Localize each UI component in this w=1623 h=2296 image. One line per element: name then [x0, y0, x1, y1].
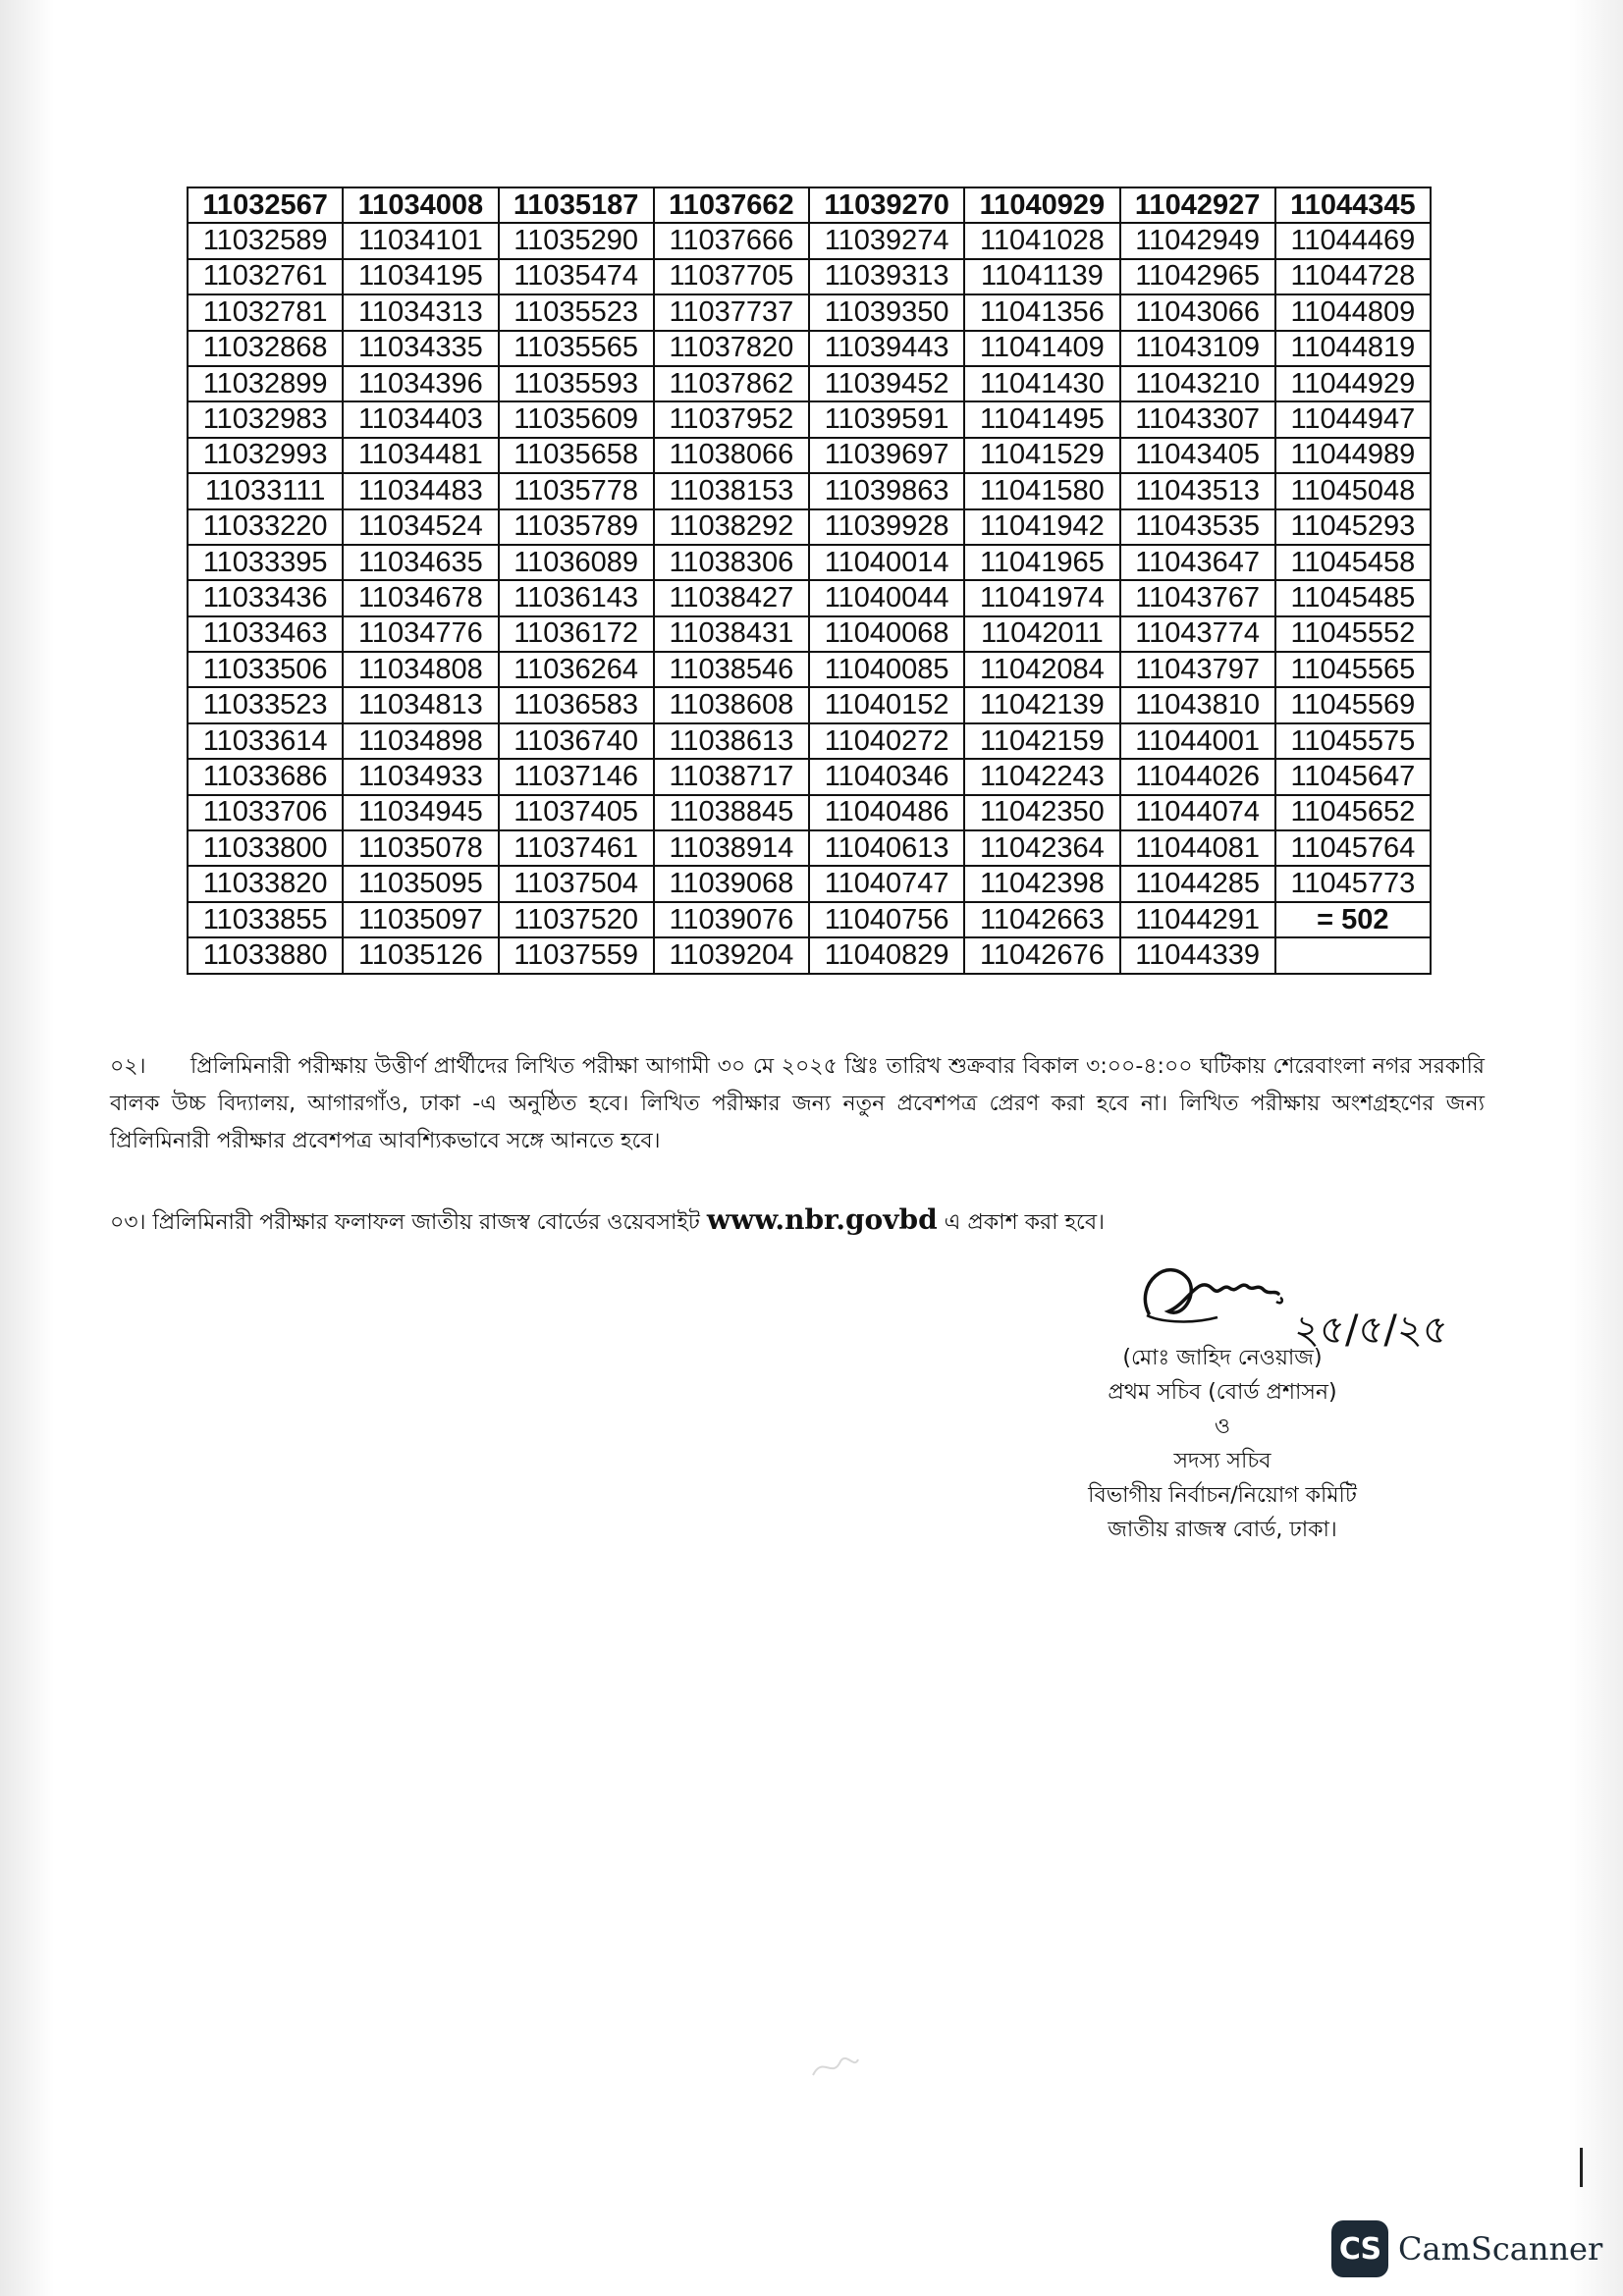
roll-number-cell: 11037662: [654, 187, 809, 223]
scan-edge-mark: [1580, 2148, 1583, 2187]
roll-number-cell: 11044339: [1120, 937, 1275, 973]
nbr-website-link[interactable]: www.nbr.govbd: [706, 1203, 938, 1236]
roll-number-cell: 11034678: [343, 580, 498, 615]
scan-left-shadow: [0, 0, 54, 2296]
roll-number-cell: 11036740: [499, 723, 654, 759]
roll-number-cell: 11035523: [499, 294, 654, 330]
notice-3-text: প্রিলিমিনারী পরীক্ষার ফলাফল জাতীয় রাজস্ব বোর্ডের ওয়েবসাইট: [152, 1210, 700, 1235]
roll-number-cell: 11035474: [499, 259, 654, 294]
roll-number-cell: 11041356: [964, 294, 1119, 330]
roll-number-cell: 11044809: [1275, 294, 1431, 330]
table-row: [188, 509, 1431, 545]
roll-number-cell: 11035658: [499, 438, 654, 473]
roll-number-cell: 11038546: [654, 652, 809, 687]
roll-number-cell: 11034933: [343, 759, 498, 794]
roll-number-cell: 11044728: [1275, 259, 1431, 294]
roll-number-cell: 11039350: [809, 294, 964, 330]
roll-number-cell: 11039863: [809, 473, 964, 508]
roll-number-cell: 11042949: [1120, 223, 1275, 258]
roll-number-cell: 11032868: [188, 331, 343, 366]
roll-number-cell: 11040152: [809, 687, 964, 722]
roll-number-cell: 11033614: [188, 723, 343, 759]
signatory-block: [1041, 1341, 1404, 1547]
empty-cell: [1275, 937, 1431, 973]
table-row: [188, 902, 1431, 937]
roll-number-cell: 11037146: [499, 759, 654, 794]
roll-number-cell: 11041495: [964, 401, 1119, 437]
roll-number-cell: 11037737: [654, 294, 809, 330]
roll-number-cell: 11044285: [1120, 866, 1275, 901]
roll-number-cell: 11041974: [964, 580, 1119, 615]
roll-number-cell: 11040044: [809, 580, 964, 615]
roll-number-cell: 11041942: [964, 509, 1119, 545]
roll-number-cell: 11043535: [1120, 509, 1275, 545]
roll-number-cell: 11045458: [1275, 545, 1431, 580]
table-row: [188, 616, 1431, 652]
roll-number-cell: 11038292: [654, 509, 809, 545]
notice-paragraph-2: [110, 1048, 1485, 1160]
roll-number-cell: 11034635: [343, 545, 498, 580]
roll-number-cell: 11045773: [1275, 866, 1431, 901]
roll-number-cell: 11045552: [1275, 616, 1431, 652]
roll-number-cell: 11038153: [654, 473, 809, 508]
roll-number-cell: 11042965: [1120, 259, 1275, 294]
roll-number-cell: 11040829: [809, 937, 964, 973]
roll-number-cell: 11043210: [1120, 366, 1275, 401]
roll-number-cell: 11039452: [809, 366, 964, 401]
roll-number-cell: 11033880: [188, 937, 343, 973]
roll-number-cell: 11043109: [1120, 331, 1275, 366]
roll-number-cell: 11042159: [964, 723, 1119, 759]
roll-number-cell: 11045647: [1275, 759, 1431, 794]
roll-number-cell: 11042139: [964, 687, 1119, 722]
roll-number-cell: 11032567: [188, 187, 343, 223]
roll-number-cell: 11038717: [654, 759, 809, 794]
table-row: [188, 294, 1431, 330]
table-header-row: [188, 187, 1431, 223]
roll-number-cell: 11038427: [654, 580, 809, 615]
roll-number-cell: 11040486: [809, 795, 964, 830]
roll-number-cell: 11044947: [1275, 401, 1431, 437]
roll-number-cell: 11044345: [1275, 187, 1431, 223]
roll-number-cell: 11037461: [499, 830, 654, 866]
roll-number-cell: 11032899: [188, 366, 343, 401]
roll-number-cell: 11043810: [1120, 687, 1275, 722]
roll-number-cell: 11039697: [809, 438, 964, 473]
table-row: [188, 366, 1431, 401]
roll-number-cell: 11041529: [964, 438, 1119, 473]
roll-number-cell: 11042663: [964, 902, 1119, 937]
roll-number-cell: 11034335: [343, 331, 498, 366]
roll-number-cell: 11043767: [1120, 580, 1275, 615]
roll-number-cell: 11041580: [964, 473, 1119, 508]
roll-number-cell: 11045764: [1275, 830, 1431, 866]
roll-number-cell: 11043513: [1120, 473, 1275, 508]
table-row: [188, 795, 1431, 830]
roll-number-cell: 11044469: [1275, 223, 1431, 258]
roll-number-cell: 11040929: [964, 187, 1119, 223]
signatory-office: জাতীয় রাজস্ব বোর্ড, ঢাকা।: [1108, 1518, 1337, 1542]
roll-number-cell: 11041028: [964, 223, 1119, 258]
roll-number-cell: 11045652: [1275, 795, 1431, 830]
roll-number-cell: 11038845: [654, 795, 809, 830]
roll-number-cell: 11037820: [654, 331, 809, 366]
roll-number-cell: 11038608: [654, 687, 809, 722]
roll-number-cell: 11035097: [343, 902, 498, 937]
roll-number-cell: 11033506: [188, 652, 343, 687]
signatory-title-1: প্রথম সচিব (বোর্ড প্রশাসন): [1108, 1380, 1337, 1405]
roll-number-cell: 11042243: [964, 759, 1119, 794]
roll-number-cell: 11040272: [809, 723, 964, 759]
roll-number-cell: 11038914: [654, 830, 809, 866]
roll-number-cell: 11044819: [1275, 331, 1431, 366]
roll-number-cell: 11042364: [964, 830, 1119, 866]
roll-number-cell: 11035565: [499, 331, 654, 366]
roll-number-cell: 11043797: [1120, 652, 1275, 687]
roll-number-cell: 11038066: [654, 438, 809, 473]
table-row: [188, 438, 1431, 473]
table-row: [188, 580, 1431, 615]
roll-number-cell: 11032761: [188, 259, 343, 294]
roll-number-cell: 11033855: [188, 902, 343, 937]
roll-number-cell: 11039443: [809, 331, 964, 366]
roll-number-cell: 11037862: [654, 366, 809, 401]
roll-number-cell: 11033523: [188, 687, 343, 722]
roll-number-cell: 11039068: [654, 866, 809, 901]
roll-number-cell: 11033395: [188, 545, 343, 580]
roll-number-cell: 11037952: [654, 401, 809, 437]
roll-number-cell: 11043647: [1120, 545, 1275, 580]
roll-number-cell: 11034813: [343, 687, 498, 722]
roll-number-cell: 11035778: [499, 473, 654, 508]
roll-number-cell: 11044291: [1120, 902, 1275, 937]
faint-scan-mark: [805, 2046, 864, 2085]
camscanner-logo-icon: CS: [1331, 2220, 1388, 2277]
roll-number-cell: 11043405: [1120, 438, 1275, 473]
roll-number-cell: 11045569: [1275, 687, 1431, 722]
roll-number-cell: 11033220: [188, 509, 343, 545]
roll-number-cell: 11036143: [499, 580, 654, 615]
roll-number-cell: 11035609: [499, 401, 654, 437]
signature-date: ২৫/৫/২৫: [1294, 1308, 1448, 1353]
roll-number-cell: 11034481: [343, 438, 498, 473]
roll-number-cell: 11040014: [809, 545, 964, 580]
roll-number-cell: 11039274: [809, 223, 964, 258]
roll-number-cell: 11039204: [654, 937, 809, 973]
roll-number-cell: 11042011: [964, 616, 1119, 652]
table-row: [188, 723, 1431, 759]
roll-number-cell: 11035095: [343, 866, 498, 901]
roll-number-cell: 11045485: [1275, 580, 1431, 615]
roll-number-cell: 11035126: [343, 937, 498, 973]
roll-number-cell: 11044989: [1275, 438, 1431, 473]
notice-3-text-end: এ প্রকাশ করা হবে।: [944, 1210, 1105, 1235]
table-row: [188, 687, 1431, 722]
roll-number-cell: 11042927: [1120, 187, 1275, 223]
roll-number-cell: 11034524: [343, 509, 498, 545]
roll-number-cell: 11045565: [1275, 652, 1431, 687]
roll-number-cell: 11044081: [1120, 830, 1275, 866]
roll-number-cell: 11039270: [809, 187, 964, 223]
roll-number-cell: 11041139: [964, 259, 1119, 294]
notice-paragraph-3: [110, 1201, 1485, 1242]
roll-number-cell: 11042084: [964, 652, 1119, 687]
table-row: [188, 223, 1431, 258]
roll-number-cell: 11035078: [343, 830, 498, 866]
roll-number-cell: 11041965: [964, 545, 1119, 580]
roll-number-cell: 11033111: [188, 473, 343, 508]
roll-number-cell: 11036172: [499, 616, 654, 652]
roll-number-cell: 11039928: [809, 509, 964, 545]
roll-number-cell: 11042350: [964, 795, 1119, 830]
roll-number-cell: 11041430: [964, 366, 1119, 401]
roll-number-cell: 11039313: [809, 259, 964, 294]
roll-number-cell: 11035593: [499, 366, 654, 401]
roll-number-cell: 11032993: [188, 438, 343, 473]
roll-number-cell: 11037520: [499, 902, 654, 937]
roll-number-cell: 11034195: [343, 259, 498, 294]
roll-number-cell: 11032983: [188, 401, 343, 437]
roll-number-cell: 11041409: [964, 331, 1119, 366]
roll-number-cell: 11038613: [654, 723, 809, 759]
roll-number-cell: 11036583: [499, 687, 654, 722]
roll-number-cell: 11034808: [343, 652, 498, 687]
scan-right-shadow: [1569, 0, 1623, 2296]
signatory-title-3: বিভাগীয় নির্বাচন/নিয়োগ কমিটি: [1088, 1483, 1357, 1508]
roll-number-cell: 11044001: [1120, 723, 1275, 759]
roll-number-cell: 11034101: [343, 223, 498, 258]
roll-number-cell: 11044026: [1120, 759, 1275, 794]
notice-2-text: প্রিলিমিনারী পরীক্ষায় উত্তীর্ণ প্রার্থীদের লিখিত পরীক্ষা আগামী ৩০ মে ২০২৫ খ্রিঃ তারিখ শুক্রবার বিকাল ৩:০০-৪:০০ ঘটিকায় শেরেবাংলা নগর সরকারি বালক উচ্চ বিদ্যালয়, আগারগাঁও, ঢাকা -এ অনুষ্ঠিত হবে। লিখিত পরীক্ষার জন্য নতুন প্রবেশপত্র প্রেরণ করা হবে না। লিখিত পরীক্ষায় অংশগ্রহণের জন্য প্রিলিমিনারী পরীক্ষার প্রবেশপত্র আবশ্যিকভাবে সঙ্গে আনতে হবে।: [110, 1054, 1485, 1153]
roll-number-cell: 11039591: [809, 401, 964, 437]
table-row: [188, 866, 1431, 901]
roll-number-cell: 11043066: [1120, 294, 1275, 330]
table-row: [188, 652, 1431, 687]
roll-number-cell: 11038431: [654, 616, 809, 652]
table-row: [188, 401, 1431, 437]
table-row: [188, 937, 1431, 973]
roll-number-cell: 11037705: [654, 259, 809, 294]
roll-number-cell: 11044074: [1120, 795, 1275, 830]
roll-number-cell: 11033436: [188, 580, 343, 615]
table-row: [188, 331, 1431, 366]
roll-number-cell: 11033820: [188, 866, 343, 901]
roll-number-cell: 11038306: [654, 545, 809, 580]
roll-number-cell: 11035789: [499, 509, 654, 545]
roll-number-cell: 11044929: [1275, 366, 1431, 401]
roll-number-cell: 11037666: [654, 223, 809, 258]
roll-number-cell: 11034483: [343, 473, 498, 508]
roll-number-cell: 11040068: [809, 616, 964, 652]
total-count-cell: = 502: [1275, 902, 1431, 937]
roll-number-cell: 11043307: [1120, 401, 1275, 437]
roll-number-cell: 11040346: [809, 759, 964, 794]
notice-3-number: ০৩।: [110, 1210, 146, 1235]
roll-number-cell: 11040756: [809, 902, 964, 937]
roll-number-table: [187, 187, 1432, 975]
roll-number-cell: 11045575: [1275, 723, 1431, 759]
roll-number-cell: 11042398: [964, 866, 1119, 901]
table-row: [188, 830, 1431, 866]
signatory-name: (মোঃ জাহিদ নেওয়াজ): [1122, 1346, 1323, 1370]
table-row: [188, 545, 1431, 580]
roll-number-cell: 11043774: [1120, 616, 1275, 652]
roll-number-cell: 11034945: [343, 795, 498, 830]
roll-number-cell: 11045293: [1275, 509, 1431, 545]
table-row: [188, 473, 1431, 508]
signatory-title-2: সদস্য সচিব: [1173, 1449, 1271, 1473]
camscanner-brand-text: CamScanner: [1398, 2230, 1603, 2268]
roll-number-cell: 11037405: [499, 795, 654, 830]
roll-number-cell: 11034396: [343, 366, 498, 401]
roll-number-cell: 11034313: [343, 294, 498, 330]
roll-number-cell: 11032781: [188, 294, 343, 330]
roll-number-cell: 11034008: [343, 187, 498, 223]
camscanner-watermark: [1331, 2219, 1602, 2278]
roll-number-cell: 11034776: [343, 616, 498, 652]
roll-number-cell: 11042676: [964, 937, 1119, 973]
roll-number-cell: 11033706: [188, 795, 343, 830]
roll-number-cell: 11033686: [188, 759, 343, 794]
roll-number-cell: 11035187: [499, 187, 654, 223]
roll-number-cell: 11035290: [499, 223, 654, 258]
roll-number-cell: 11032589: [188, 223, 343, 258]
roll-number-cell: 11039076: [654, 902, 809, 937]
table-row: [188, 759, 1431, 794]
roll-number-cell: 11034898: [343, 723, 498, 759]
roll-number-cell: 11036089: [499, 545, 654, 580]
signatory-conjunction: ও: [1214, 1415, 1231, 1439]
roll-number-cell: 11037504: [499, 866, 654, 901]
roll-number-cell: 11045048: [1275, 473, 1431, 508]
roll-number-cell: 11040085: [809, 652, 964, 687]
roll-number-cell: 11033800: [188, 830, 343, 866]
roll-number-cell: 11040747: [809, 866, 964, 901]
roll-number-cell: 11034403: [343, 401, 498, 437]
roll-number-cell: 11037559: [499, 937, 654, 973]
notice-2-number: ০২।: [110, 1054, 146, 1079]
table-row: [188, 259, 1431, 294]
roll-number-cell: 11033463: [188, 616, 343, 652]
roll-number-cell: 11036264: [499, 652, 654, 687]
roll-number-cell: 11040613: [809, 830, 964, 866]
